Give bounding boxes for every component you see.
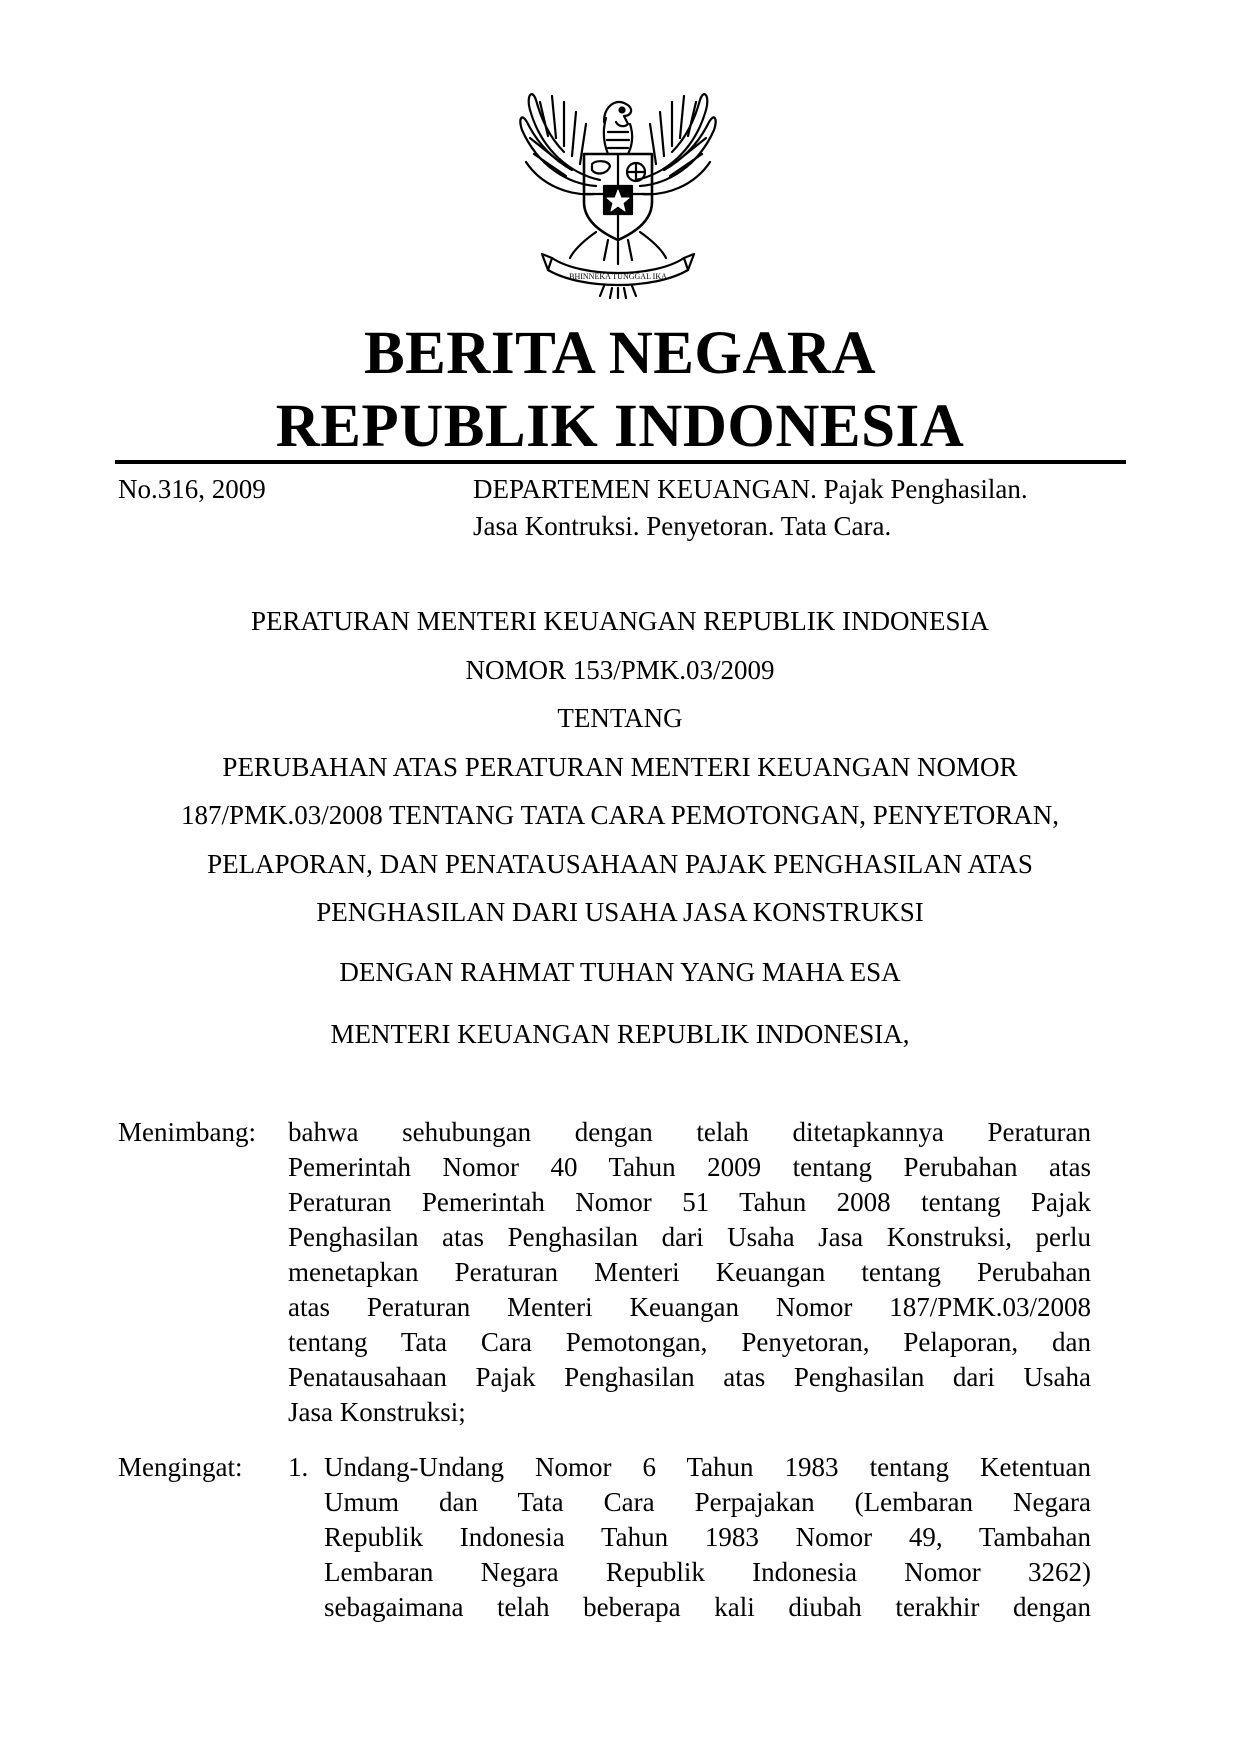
masthead-divider: [115, 460, 1126, 464]
menimbang-line: Penatausahaan Pajak Penghasilan atas Penghasilan dari Usaha: [288, 1362, 1091, 1392]
issue-number: No.316, 2009: [118, 474, 266, 504]
menimbang-text: [288, 1115, 1091, 1430]
regulation-subject-line: PELAPORAN, DAN PENATAUSAHAAN PAJAK PENGHASILAN ATAS: [207, 849, 1033, 879]
mengingat-line: Undang-Undang Nomor 6 Tahun 1983 tentang Ketentuan: [324, 1452, 1091, 1482]
regulation-about: TENTANG: [557, 703, 683, 733]
menimbang-line: tentang Tata Cara Pemotongan, Penyetoran, Pelaporan, dan: [288, 1327, 1091, 1357]
issue-subject-line: Jasa Kontruksi. Penyetoran. Tata Cara.: [473, 511, 892, 541]
emblem-motto: BHINNEKA TUNGGAL IKA: [569, 272, 667, 281]
menimbang-line: Peraturan Pemerintah Nomor 51 Tahun 2008 tentang Pajak: [288, 1187, 1091, 1217]
menimbang-line: Jasa Konstruksi;: [288, 1397, 466, 1427]
menimbang-line: bahwa sehubungan dengan telah ditetapkannya Peraturan: [288, 1117, 1091, 1147]
mengingat-line: Umum dan Tata Cara Perpajakan (Lembaran Negara: [324, 1487, 1091, 1517]
menimbang-line: Pemerintah Nomor 40 Tahun 2009 tentang Perubahan atas: [288, 1152, 1091, 1182]
garuda-pancasila-emblem-icon: [512, 82, 724, 300]
mengingat-item-text: [324, 1450, 1091, 1625]
menimbang-line: Penghasilan atas Penghasilan dari Usaha Jasa Konstruksi, perlu: [288, 1222, 1091, 1252]
regulation-invocation: DENGAN RAHMAT TUHAN YANG MAHA ESA: [339, 957, 901, 987]
menimbang-line: menetapkan Peraturan Menteri Keuangan tentang Perubahan: [288, 1257, 1091, 1287]
masthead-title-line-1: BERITA NEGARA: [363, 320, 877, 387]
menimbang-label: Menimbang:: [118, 1117, 256, 1147]
issue-subject: [473, 471, 1028, 545]
issue-subject-line: DEPARTEMEN KEUANGAN. Pajak Penghasilan.: [473, 474, 1028, 504]
mengingat-line: Lembaran Negara Republik Indonesia Nomor 3262): [324, 1557, 1091, 1587]
mengingat-item-number: 1.: [288, 1452, 309, 1482]
regulation-title: PERATURAN MENTERI KEUANGAN REPUBLIK INDONESIA: [251, 606, 989, 636]
masthead-title-line-2: REPUBLIK INDONESIA: [275, 393, 965, 460]
menimbang-line: atas Peraturan Menteri Keuangan Nomor 187/PMK.03/2008: [288, 1292, 1091, 1322]
mengingat-label: Mengingat:: [118, 1452, 243, 1482]
mengingat-line: sebagaimana telah beberapa kali diubah terakhir dengan: [324, 1592, 1091, 1622]
mengingat-line: Republik Indonesia Tahun 1983 Nomor 49, Tambahan: [324, 1522, 1091, 1552]
regulation-subject-line: PERUBAHAN ATAS PERATURAN MENTERI KEUANGAN NOMOR: [222, 752, 1018, 782]
regulation-subject-line: PENGHASILAN DARI USAHA JASA KONSTRUKSI: [316, 897, 924, 927]
regulation-number: NOMOR 153/PMK.03/2009: [465, 655, 775, 685]
regulation-authority: MENTERI KEUANGAN REPUBLIK INDONESIA,: [330, 1019, 910, 1049]
regulation-subject-line: 187/PMK.03/2008 TENTANG TATA CARA PEMOTONGAN, PENYETORAN,: [180, 800, 1060, 830]
